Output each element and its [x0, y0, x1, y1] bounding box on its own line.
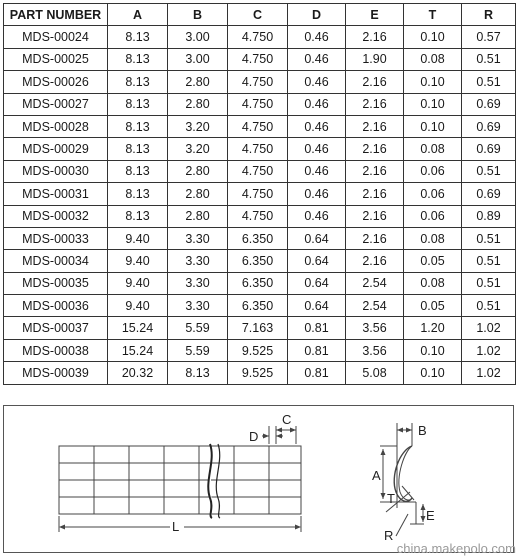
table-cell: 2.16 — [346, 71, 404, 93]
table-row — [4, 138, 516, 160]
table-cell: 0.10 — [404, 115, 462, 137]
label-e: E — [426, 508, 435, 523]
table-cell: 2.16 — [346, 138, 404, 160]
table-cell: 0.10 — [404, 26, 462, 48]
table-cell: 3.56 — [346, 339, 404, 361]
table-cell: 6.350 — [228, 295, 288, 317]
part-number-cell: MDS-00037 — [4, 317, 108, 339]
table-cell: 0.64 — [288, 250, 346, 272]
table-cell: 3.30 — [168, 227, 228, 249]
table-cell: 8.13 — [108, 115, 168, 137]
table-cell: 8.13 — [108, 160, 168, 182]
table-cell: 1.02 — [462, 362, 516, 384]
table-cell: 0.69 — [462, 93, 516, 115]
table-cell: 0.51 — [462, 160, 516, 182]
part-number-cell: MDS-00036 — [4, 295, 108, 317]
table-row — [4, 48, 516, 70]
table-row — [4, 250, 516, 272]
table-cell: 2.16 — [346, 205, 404, 227]
column-header: T — [404, 4, 462, 26]
table-cell: 0.10 — [404, 339, 462, 361]
table-cell: 2.16 — [346, 227, 404, 249]
column-header: PART NUMBER — [4, 4, 108, 26]
table-cell: 0.08 — [404, 227, 462, 249]
column-header: R — [462, 4, 516, 26]
table-cell: 0.46 — [288, 138, 346, 160]
side-view — [380, 423, 424, 536]
spec-table — [3, 3, 516, 385]
table-cell: 0.57 — [462, 26, 516, 48]
table-cell: 5.08 — [346, 362, 404, 384]
table-cell: 0.51 — [462, 295, 516, 317]
table-cell: 2.16 — [346, 93, 404, 115]
part-number-cell: MDS-00026 — [4, 71, 108, 93]
part-number-cell: MDS-00024 — [4, 26, 108, 48]
table-cell: 0.46 — [288, 48, 346, 70]
table-cell: 1.20 — [404, 317, 462, 339]
table-cell: 0.06 — [404, 205, 462, 227]
table-row — [4, 317, 516, 339]
table-cell: 0.10 — [404, 362, 462, 384]
part-number-cell: MDS-00027 — [4, 93, 108, 115]
table-cell: 0.81 — [288, 317, 346, 339]
table-cell: 2.54 — [346, 295, 404, 317]
table-cell: 2.16 — [346, 160, 404, 182]
table-cell: 0.51 — [462, 272, 516, 294]
table-cell: 2.80 — [168, 160, 228, 182]
table-cell: 0.69 — [462, 183, 516, 205]
label-r: R — [384, 528, 394, 543]
table-cell: 0.46 — [288, 183, 346, 205]
table-cell: 15.24 — [108, 339, 168, 361]
table-header-row — [4, 4, 516, 26]
table-cell: 2.54 — [346, 272, 404, 294]
table-cell: 1.02 — [462, 339, 516, 361]
column-header: E — [346, 4, 404, 26]
table-cell: 0.64 — [288, 227, 346, 249]
table-cell: 8.13 — [168, 362, 228, 384]
table-cell: 0.46 — [288, 71, 346, 93]
table-cell: 0.46 — [288, 160, 346, 182]
watermark: china.makepolo.com — [396, 541, 516, 556]
table-cell: 20.32 — [108, 362, 168, 384]
part-number-cell: MDS-00039 — [4, 362, 108, 384]
table-cell: 0.08 — [404, 272, 462, 294]
table-cell: 2.16 — [346, 115, 404, 137]
table-cell: 4.750 — [228, 205, 288, 227]
table-row — [4, 339, 516, 361]
table-cell: 4.750 — [228, 115, 288, 137]
table-cell: 0.81 — [288, 339, 346, 361]
table-cell: 8.13 — [108, 93, 168, 115]
part-number-cell: MDS-00029 — [4, 138, 108, 160]
table-row — [4, 160, 516, 182]
table-cell: 0.81 — [288, 362, 346, 384]
table-cell: 9.40 — [108, 250, 168, 272]
table-cell: 4.750 — [228, 26, 288, 48]
table-cell: 5.59 — [168, 317, 228, 339]
table-cell: 0.89 — [462, 205, 516, 227]
part-number-cell: MDS-00033 — [4, 227, 108, 249]
table-row — [4, 272, 516, 294]
table-cell: 2.80 — [168, 93, 228, 115]
label-b: B — [418, 423, 427, 438]
part-number-cell: MDS-00032 — [4, 205, 108, 227]
table-cell: 0.46 — [288, 26, 346, 48]
table-row — [4, 71, 516, 93]
table-cell: 3.00 — [168, 26, 228, 48]
table-row — [4, 227, 516, 249]
table-row — [4, 362, 516, 384]
table-row — [4, 115, 516, 137]
table-cell: 8.13 — [108, 71, 168, 93]
table-cell: 4.750 — [228, 160, 288, 182]
table-cell: 8.13 — [108, 26, 168, 48]
table-cell: 3.20 — [168, 138, 228, 160]
table-cell: 2.80 — [168, 205, 228, 227]
part-number-cell: MDS-00030 — [4, 160, 108, 182]
table-cell: 8.13 — [108, 205, 168, 227]
table-cell: 0.05 — [404, 295, 462, 317]
table-cell: 9.40 — [108, 295, 168, 317]
front-view — [59, 426, 301, 532]
table-cell: 0.51 — [462, 250, 516, 272]
table-cell: 8.13 — [108, 138, 168, 160]
table-row — [4, 26, 516, 48]
column-header: A — [108, 4, 168, 26]
table-cell: 4.750 — [228, 138, 288, 160]
dimension-drawing-svg — [4, 406, 515, 554]
label-t: T — [387, 491, 395, 506]
table-cell: 4.750 — [228, 183, 288, 205]
table-cell: 0.46 — [288, 115, 346, 137]
label-c: C — [282, 412, 292, 427]
table-cell: 8.13 — [108, 48, 168, 70]
table-cell: 6.350 — [228, 250, 288, 272]
table-cell: 9.40 — [108, 272, 168, 294]
table-cell: 6.350 — [228, 272, 288, 294]
part-number-cell: MDS-00028 — [4, 115, 108, 137]
table-cell: 0.46 — [288, 93, 346, 115]
table-cell: 0.10 — [404, 71, 462, 93]
table-cell: 9.525 — [228, 339, 288, 361]
table-cell: 2.16 — [346, 26, 404, 48]
table-cell: 7.163 — [228, 317, 288, 339]
table-cell: 3.20 — [168, 115, 228, 137]
table-cell: 9.40 — [108, 227, 168, 249]
table-cell: 2.16 — [346, 183, 404, 205]
table-cell: 0.08 — [404, 138, 462, 160]
column-header: D — [288, 4, 346, 26]
table-cell: 0.51 — [462, 227, 516, 249]
table-row — [4, 93, 516, 115]
table-cell: 1.02 — [462, 317, 516, 339]
table-cell: 4.750 — [228, 48, 288, 70]
table-cell: 0.51 — [462, 48, 516, 70]
table-cell: 0.08 — [404, 48, 462, 70]
table-cell: 0.69 — [462, 115, 516, 137]
table-row — [4, 295, 516, 317]
label-d: D — [249, 429, 259, 444]
table-cell: 0.05 — [404, 250, 462, 272]
column-header: B — [168, 4, 228, 26]
table-cell: 1.90 — [346, 48, 404, 70]
table-cell: 2.80 — [168, 183, 228, 205]
part-number-cell: MDS-00034 — [4, 250, 108, 272]
table-cell: 15.24 — [108, 317, 168, 339]
table-cell: 3.00 — [168, 48, 228, 70]
table-cell: 0.64 — [288, 272, 346, 294]
table-cell: 0.46 — [288, 205, 346, 227]
table-cell: 0.51 — [462, 71, 516, 93]
table-cell: 8.13 — [108, 183, 168, 205]
table-cell: 2.80 — [168, 71, 228, 93]
table-cell: 0.69 — [462, 138, 516, 160]
table-cell: 0.06 — [404, 160, 462, 182]
table-row — [4, 183, 516, 205]
table-body — [4, 26, 516, 384]
table-cell: 3.30 — [168, 295, 228, 317]
table-cell: 9.525 — [228, 362, 288, 384]
label-a: A — [372, 468, 381, 483]
table-cell: 0.10 — [404, 93, 462, 115]
dimension-drawing — [3, 405, 514, 553]
column-header: C — [228, 4, 288, 26]
table-cell: 2.16 — [346, 250, 404, 272]
table-cell: 5.59 — [168, 339, 228, 361]
part-number-cell: MDS-00031 — [4, 183, 108, 205]
table-cell: 6.350 — [228, 227, 288, 249]
table-cell: 3.30 — [168, 272, 228, 294]
part-number-cell: MDS-00035 — [4, 272, 108, 294]
table-cell: 0.06 — [404, 183, 462, 205]
table-cell: 3.56 — [346, 317, 404, 339]
table-cell: 0.64 — [288, 295, 346, 317]
part-number-cell: MDS-00025 — [4, 48, 108, 70]
table-row — [4, 205, 516, 227]
part-number-cell: MDS-00038 — [4, 339, 108, 361]
label-l: L — [172, 519, 180, 534]
table-cell: 3.30 — [168, 250, 228, 272]
table-cell: 4.750 — [228, 93, 288, 115]
table-cell: 4.750 — [228, 71, 288, 93]
